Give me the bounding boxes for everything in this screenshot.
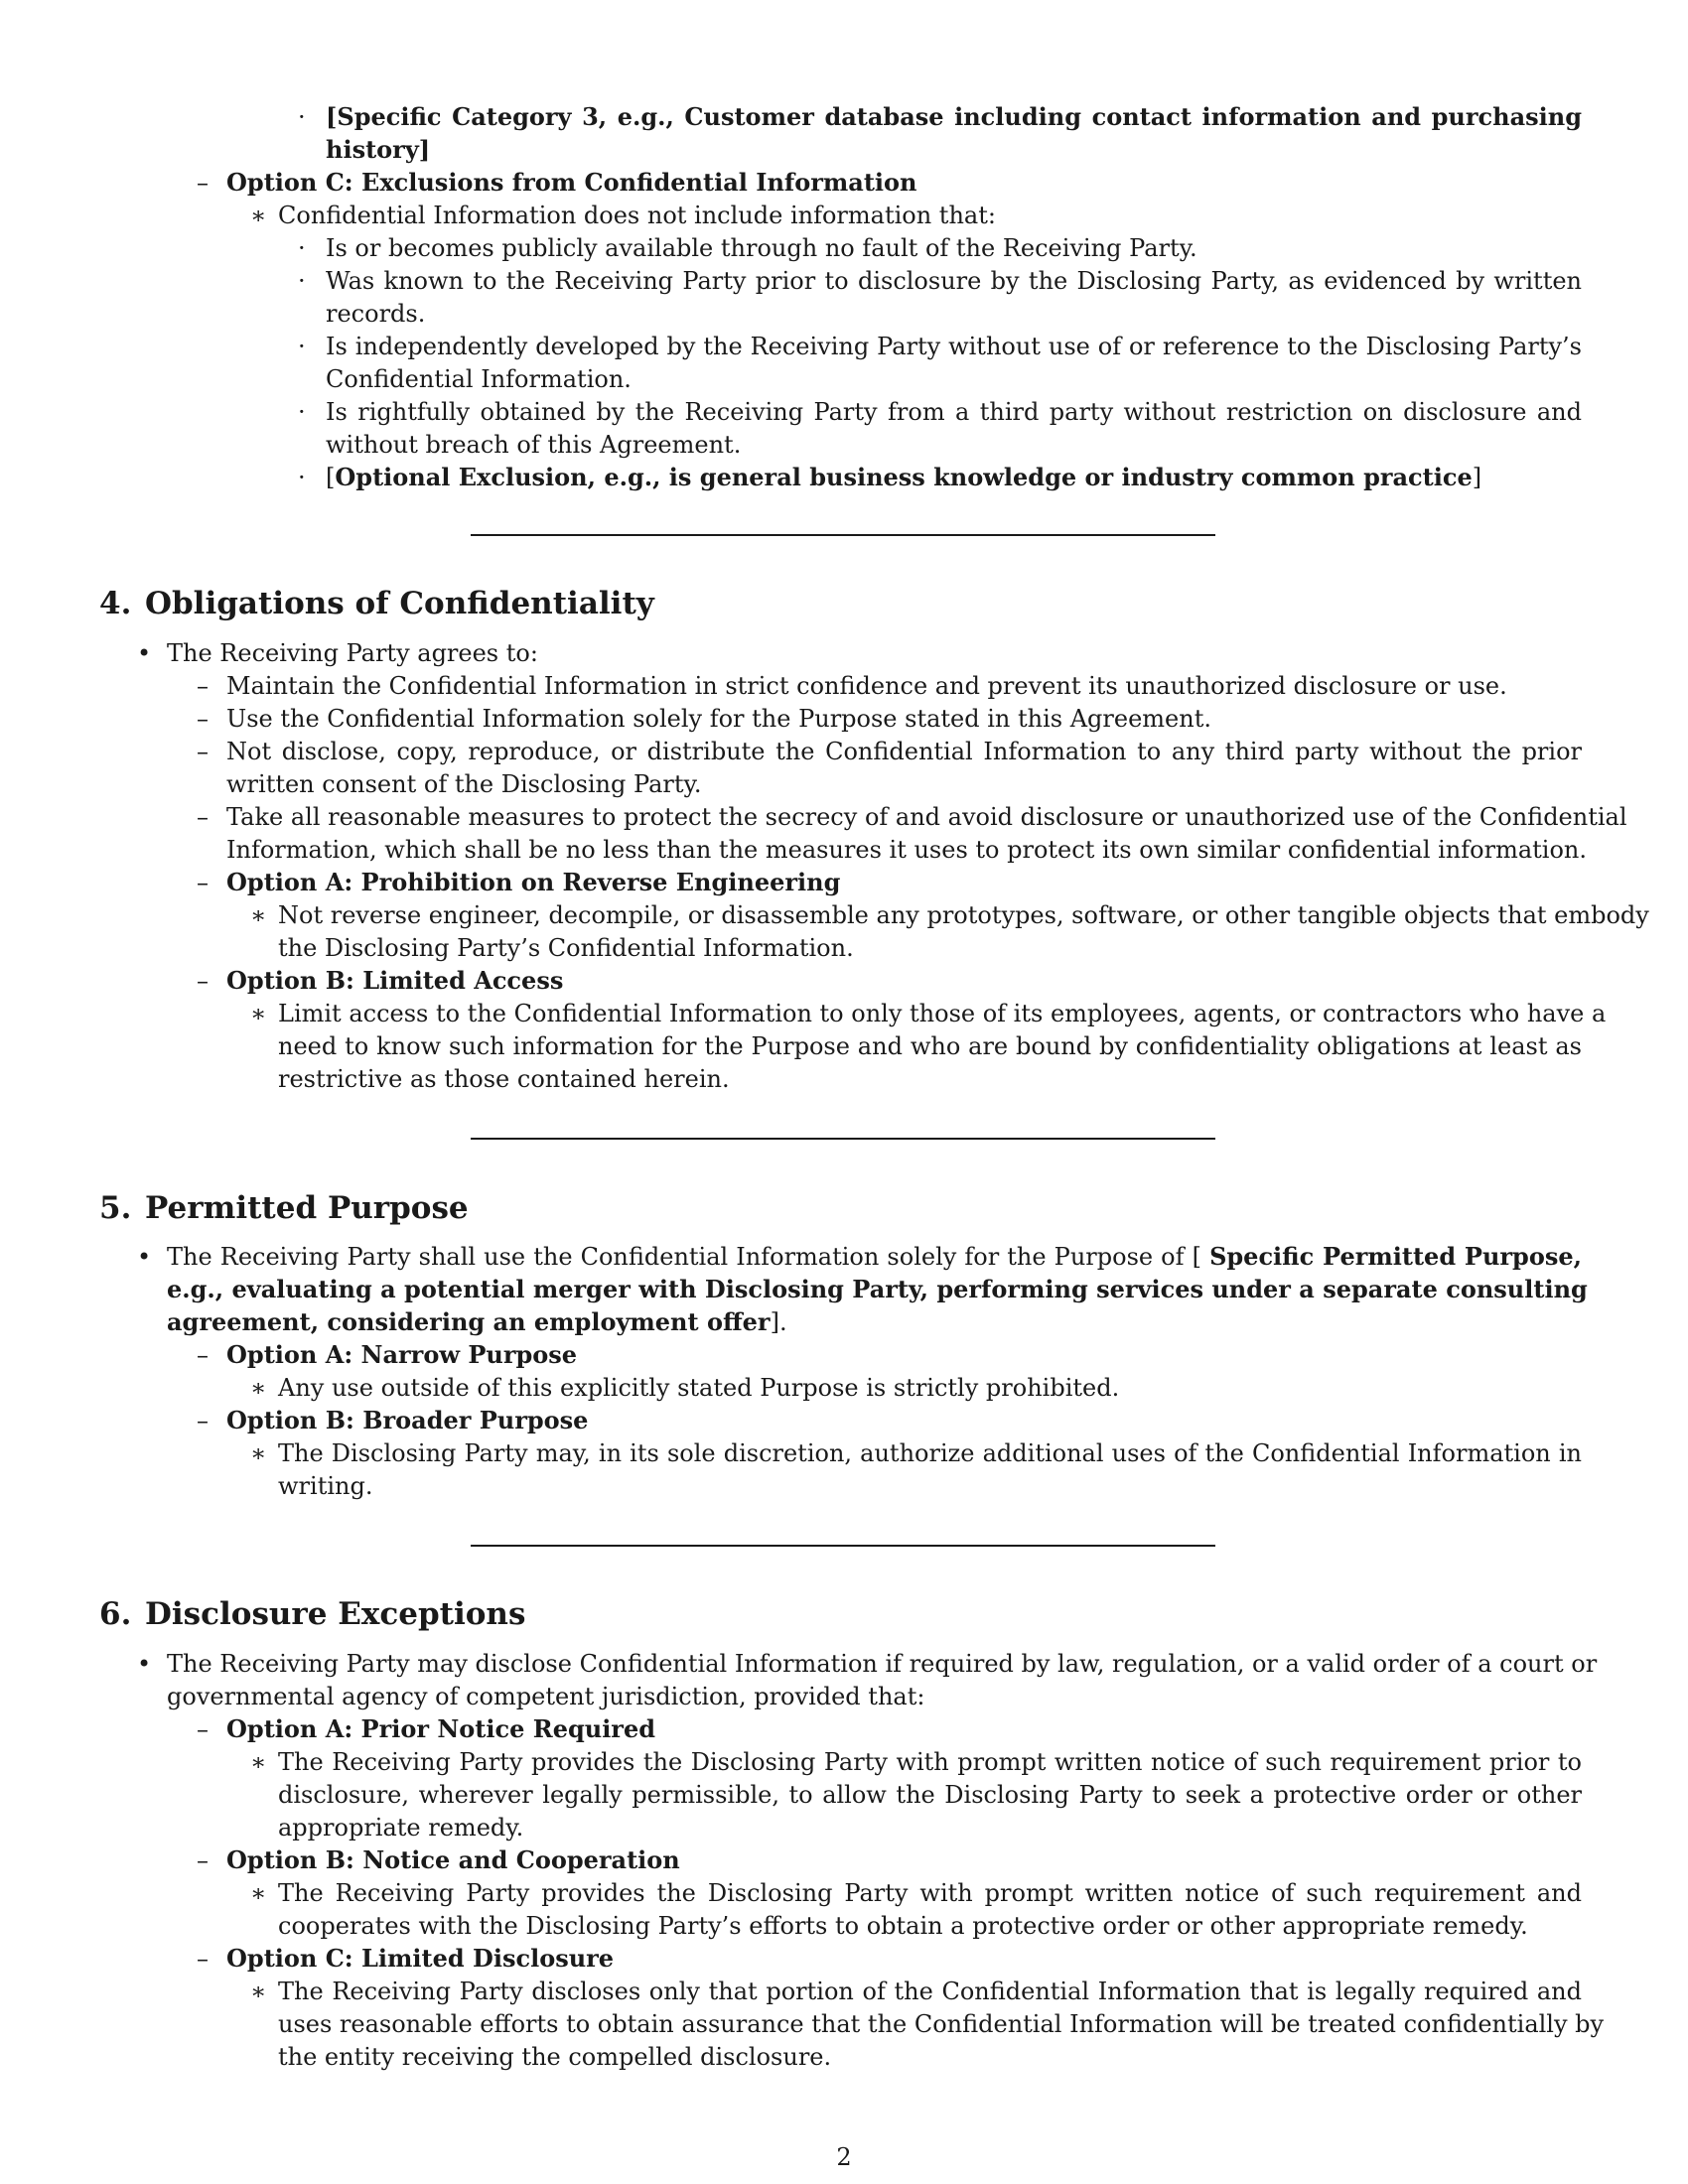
exclusion-2-line-1: Was known to the Receiving Party prior to disclosure by the Disclosing Party, as evidenced by written <box>326 267 1582 295</box>
category-3-line-2: history] <box>326 135 431 164</box>
exclusions-intro: Confidential Information does not include information that: <box>278 202 996 229</box>
narrow-purpose-text: Any use outside of this explicitly stated Purpose is strictly prohibited. <box>278 1374 1120 1402</box>
option-a-prior-notice-title: Option A: Prior Notice Required <box>226 1714 655 1743</box>
notice-cooperation-line-2: cooperates with the Disclosing Party’s efforts to obtain a protective order or other appropriate remedy. <box>278 1912 1528 1940</box>
option-a-text-line-2: the Disclosing Party’s Confidential Information. <box>278 934 854 962</box>
option-c-limited-disclosure-title: Option C: Limited Disclosure <box>226 1944 615 1973</box>
exclusion-2-line-2: records. <box>326 300 426 328</box>
limited-disclosure-line-2: uses reasonable efforts to obtain assurance that the Confidential Information will be treated confidentially by <box>278 2010 1605 2038</box>
page-number: 2 <box>836 2143 852 2171</box>
obligation-3-line-1: Not disclose, copy, reproduce, or distribute the Confidential Information to any third party without the prior <box>226 738 1582 765</box>
dash-marker: – <box>197 705 209 733</box>
exclusion-1: Is or becomes publicly available through no fault of the Receiving Party. <box>326 234 1197 262</box>
limited-disclosure-line-3: the entity receiving the compelled disclosure. <box>278 2043 832 2071</box>
purpose-placeholder-start: Specific Permitted Purpose, <box>1209 1242 1582 1271</box>
exclusion-4-line-2: without breach of this Agreement. <box>326 431 742 459</box>
star-marker: ∗ <box>250 1374 267 1402</box>
purpose-close: ]. <box>770 1308 787 1336</box>
dash-marker: – <box>197 803 209 831</box>
option-c-exclusions-title: Option C: Exclusions from Confidential Information <box>226 168 917 197</box>
dash-marker: – <box>197 169 209 197</box>
section-6-heading: Disclosure Exceptions <box>145 1596 526 1632</box>
exceptions-intro-line-1: The Receiving Party may disclose Confidential Information if required by law, regulation, or a valid order of a court or <box>167 1650 1598 1678</box>
section-5-number: 5. <box>99 1190 132 1226</box>
dot-marker: · <box>298 398 306 426</box>
section-5-heading: Permitted Purpose <box>145 1190 469 1226</box>
exclusion-3-line-2: Confidential Information. <box>326 365 632 393</box>
section-divider <box>471 534 1215 536</box>
dot-marker: · <box>298 333 306 360</box>
bracket-open: [ <box>326 464 336 491</box>
dash-marker: – <box>197 1846 209 1874</box>
option-b-text-line-3: restrictive as those contained herein. <box>278 1065 730 1093</box>
dash-marker: – <box>197 1945 209 1973</box>
bracket-close: ] <box>1472 464 1482 491</box>
obligation-3-line-2: written consent of the Disclosing Party. <box>226 770 702 798</box>
section-4-heading: Obligations of Confidentiality <box>145 586 654 621</box>
dash-marker: – <box>197 1715 209 1743</box>
star-marker: ∗ <box>250 202 267 229</box>
bullet-marker: • <box>137 1650 152 1678</box>
dash-marker: – <box>197 869 209 896</box>
option-b-broader-purpose-title: Option B: Broader Purpose <box>226 1406 589 1434</box>
dot-marker: · <box>298 464 306 491</box>
broader-purpose-line-1: The Disclosing Party may, in its sole discretion, authorize additional uses of the Confidential Information in <box>278 1439 1582 1467</box>
dot-marker: · <box>298 267 306 295</box>
purpose-line-1 <box>167 1242 1582 1272</box>
star-marker: ∗ <box>250 1439 267 1467</box>
obligation-1: Maintain the Confidential Information in strict confidence and prevent its unauthorized disclosure or use. <box>226 672 1507 700</box>
section-6-number: 6. <box>99 1596 132 1632</box>
prior-notice-line-3: appropriate remedy. <box>278 1814 524 1842</box>
option-b-notice-cooperation-title: Option B: Notice and Cooperation <box>226 1845 680 1874</box>
exclusion-5 <box>326 463 1481 492</box>
dash-marker: – <box>197 738 209 765</box>
star-marker: ∗ <box>250 1748 267 1776</box>
option-b-text-line-2: need to know such information for the Purpose and who are bound by confidentiality obligations at least as <box>278 1032 1582 1060</box>
obligation-2: Use the Confidential Information solely for the Purpose stated in this Agreement. <box>226 705 1211 733</box>
obligations-intro: The Receiving Party agrees to: <box>167 639 538 667</box>
limited-disclosure-line-1: The Receiving Party discloses only that portion of the Confidential Information that is legally required and <box>278 1978 1582 2005</box>
exclusion-3-line-1: Is independently developed by the Receiving Party without use of or reference to the Disclosing Party’s <box>326 333 1582 360</box>
exceptions-intro-line-2: governmental agency of competent jurisdiction, provided that: <box>167 1683 925 1710</box>
star-marker: ∗ <box>250 1000 267 1027</box>
bullet-marker: • <box>137 1243 152 1271</box>
obligation-4-line-1: Take all reasonable measures to protect the secrecy of and avoid disclosure or unauthorized use of the Confidential <box>226 803 1627 831</box>
prior-notice-line-2: disclosure, wherever legally permissible, to allow the Disclosing Party to seek a protective order or other <box>278 1781 1582 1809</box>
dash-marker: – <box>197 967 209 995</box>
exclusion-5-text: Optional Exclusion, e.g., is general business knowledge or industry common practice <box>335 463 1473 491</box>
star-marker: ∗ <box>250 1879 267 1907</box>
dash-marker: – <box>197 1341 209 1369</box>
dash-marker: – <box>197 672 209 700</box>
section-divider <box>471 1545 1215 1547</box>
option-b-text-line-1: Limit access to the Confidential Information to only those of its employees, agents, or contractors who have a <box>278 1000 1607 1027</box>
broader-purpose-line-2: writing. <box>278 1472 373 1500</box>
dot-marker: · <box>298 234 306 262</box>
option-a-reverse-engineering-title: Option A: Prohibition on Reverse Engineering <box>226 868 841 896</box>
prior-notice-line-1: The Receiving Party provides the Disclosing Party with prompt written notice of such requirement prior to <box>278 1748 1582 1776</box>
option-a-narrow-purpose-title: Option A: Narrow Purpose <box>226 1340 578 1369</box>
option-b-limited-access-title: Option B: Limited Access <box>226 966 564 995</box>
purpose-line-2: e.g., evaluating a potential merger with Disclosing Party, performing services under a separate consulting <box>167 1275 1588 1303</box>
star-marker: ∗ <box>250 1978 267 2005</box>
notice-cooperation-line-1: The Receiving Party provides the Disclosing Party with prompt written notice of such requirement and <box>278 1879 1582 1907</box>
star-marker: ∗ <box>250 901 267 929</box>
purpose-placeholder-end: agreement, considering an employment offer <box>167 1307 771 1336</box>
category-3-line-1: [Specific Category 3, e.g., Customer database including contact information and purchasing <box>326 102 1582 131</box>
section-4-number: 4. <box>99 586 132 621</box>
bullet-marker: • <box>137 639 152 667</box>
purpose-line-3 <box>167 1307 787 1337</box>
option-a-text-line-1: Not reverse engineer, decompile, or disassemble any prototypes, software, or other tangible objects that embody <box>278 901 1649 929</box>
exclusion-4-line-1: Is rightfully obtained by the Receiving Party from a third party without restriction on disclosure and <box>326 398 1582 426</box>
dot-marker: · <box>298 103 306 131</box>
obligation-4-line-2: Information, which shall be no less than the measures it uses to protect its own similar confidential information. <box>226 836 1587 864</box>
purpose-text: The Receiving Party shall use the Confidential Information solely for the Purpose of [ <box>167 1243 1201 1271</box>
dash-marker: – <box>197 1407 209 1434</box>
section-divider <box>471 1138 1215 1140</box>
